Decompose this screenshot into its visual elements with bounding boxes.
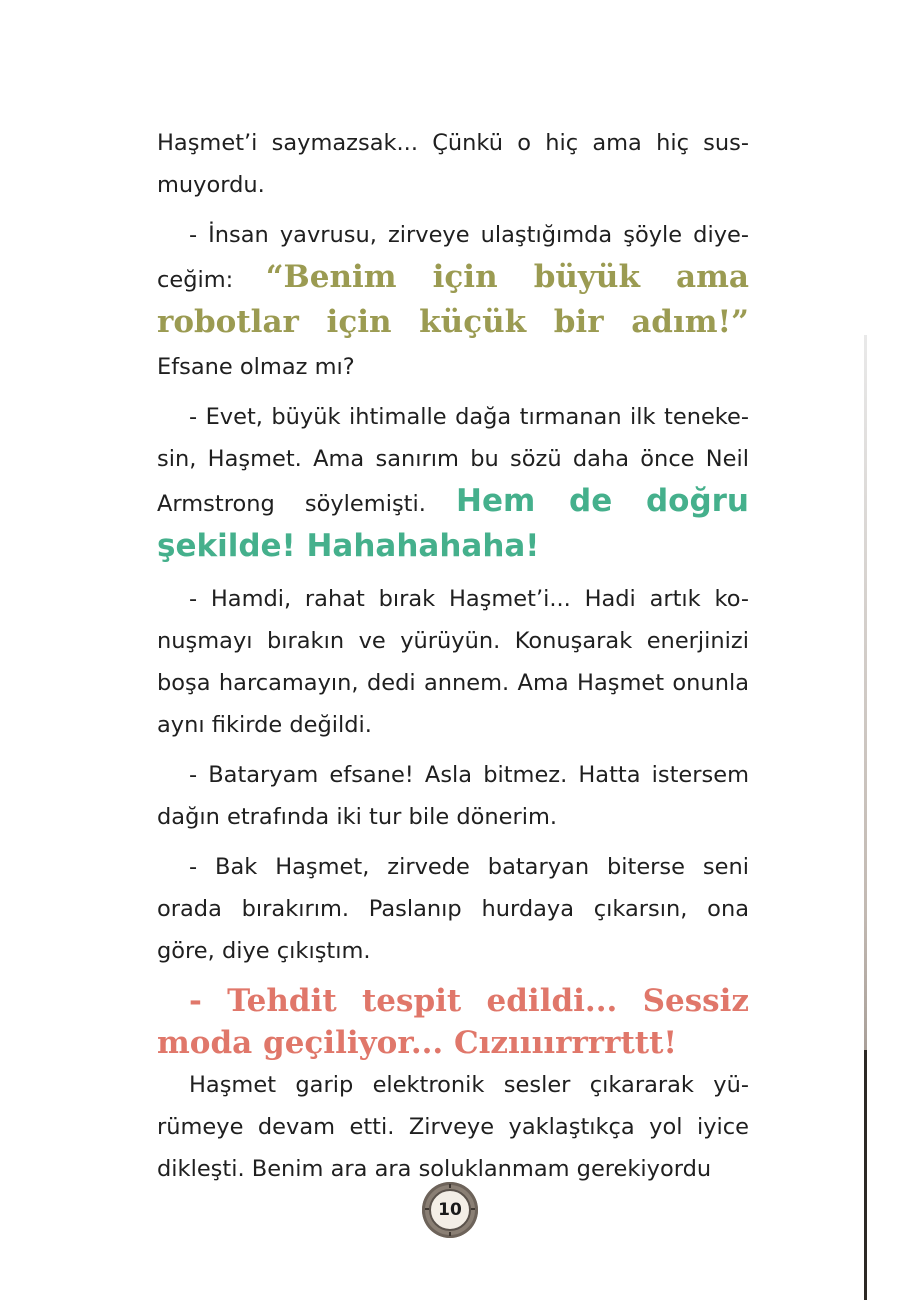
robot-sound-text: - Tehdit tespit edildi... Sessiz moda geçiliyor... Cızıııırrrrttt! bbox=[157, 983, 749, 1061]
robot-sound-line bbox=[157, 980, 749, 1064]
page-edge-dark bbox=[864, 1050, 867, 1300]
paragraph-8 bbox=[157, 1064, 749, 1190]
page-number: 10 bbox=[438, 1200, 462, 1220]
paragraph-3-lead: - Evet, büyük ihtimalle dağa tırmanan ilk teneke-sin, Haşmet. Ama sanırım bu sözü daha önce Neil Armstrong söylemişti. bbox=[157, 404, 749, 517]
paragraph-6 bbox=[157, 846, 749, 972]
robot-quote: “Benim için büyük ama robotlar için küçük bir adım!” bbox=[157, 259, 749, 340]
laugh-line: Hem de doğru şekilde! Hahahahaha! bbox=[157, 483, 750, 564]
clock-dial-badge-icon bbox=[422, 1182, 478, 1238]
paragraph-8-text: Haşmet garip elektronik sesler çıkararak yü-rümeye devam etti. Zirveye yaklaştıkça yol iyice dikleşti. Benim ara ara soluklanmam gerekiyordu bbox=[157, 1072, 749, 1182]
paragraph-3 bbox=[157, 396, 749, 570]
paragraph-6-text: - Bak Haşmet, zirvede bataryan biterse seni orada bırakırım. Paslanıp hurdaya çıkarsın, ona göre, diye çıkıştım. bbox=[157, 854, 749, 964]
story-text bbox=[157, 122, 749, 1198]
paragraph-5 bbox=[157, 754, 749, 838]
page-number-dial bbox=[429, 1189, 471, 1231]
paragraph-2 bbox=[157, 214, 749, 388]
paragraph-5-text: - Bataryam efsane! Asla bitmez. Hatta istersem dağın etrafında iki tur bile dönerim. bbox=[157, 762, 749, 830]
paragraph-1 bbox=[157, 122, 749, 206]
paragraph-2-lead: - İnsan yavrusu, zirveye ulaştığımda şöyle diye-ceğim: bbox=[157, 222, 749, 293]
paragraph-2-tail: Efsane olmaz mı? bbox=[157, 354, 355, 380]
paragraph-1-text: Haşmet’i saymazsak... Çünkü o hiç ama hiç sus-muyordu. bbox=[157, 130, 749, 198]
paragraph-4 bbox=[157, 578, 749, 746]
paragraph-4-text: - Hamdi, rahat bırak Haşmet’i... Hadi artık ko-nuşmayı bırakın ve yürüyün. Konuşarak enerjinizi boşa harcamayın, dedi annem. Ama Haşmet onunla aynı fikirde değildi. bbox=[157, 586, 749, 738]
